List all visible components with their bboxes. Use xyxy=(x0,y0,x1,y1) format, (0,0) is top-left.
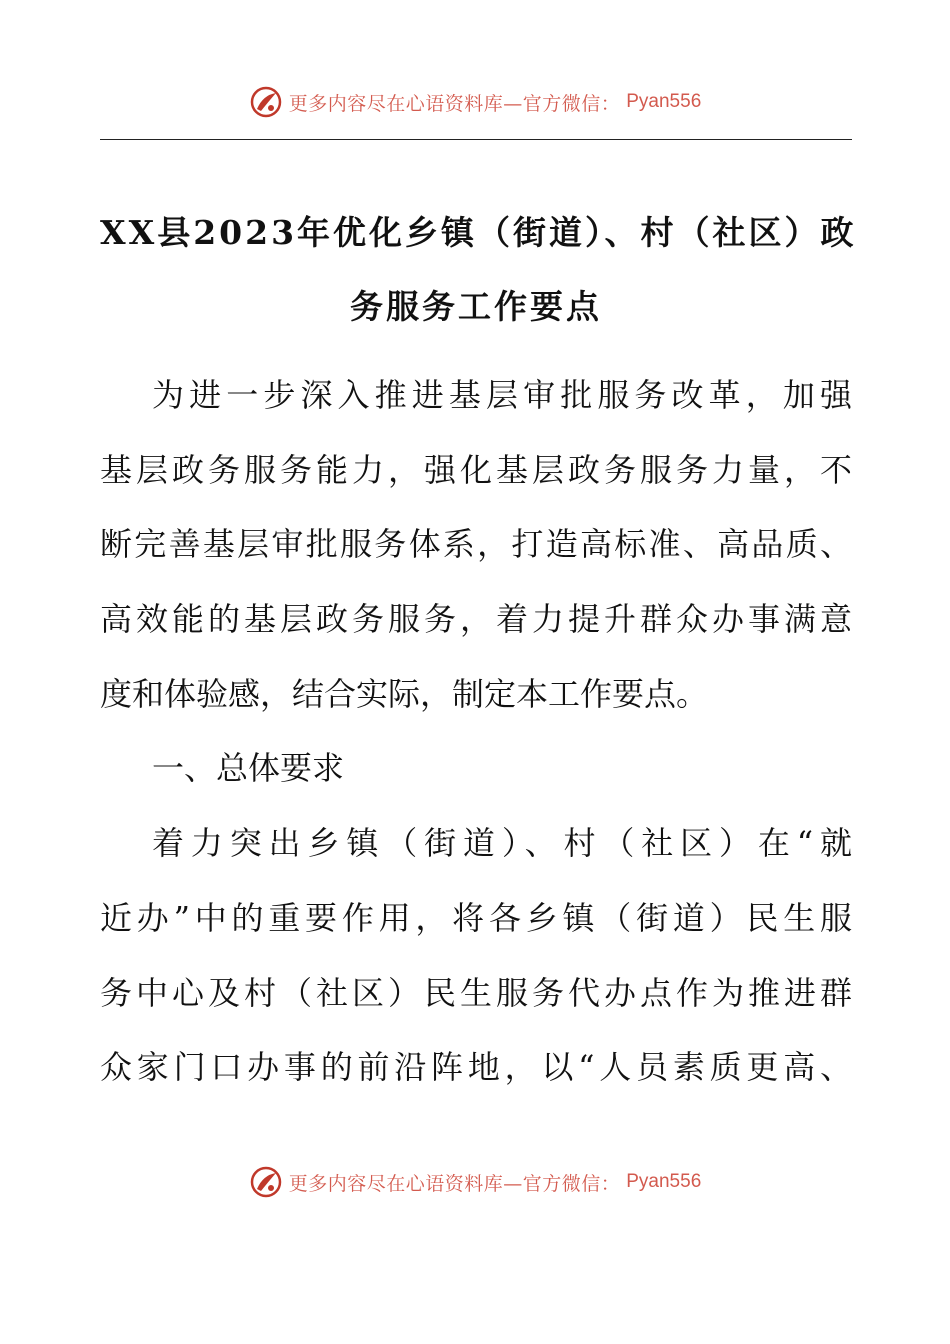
header-banner-code: Pyan556 xyxy=(626,91,702,112)
section-heading: 一、总体要求 xyxy=(152,749,345,788)
body-line: 度和体验感，结合实际，制定本工作要点。 xyxy=(100,674,709,713)
footer-banner xyxy=(0,1162,950,1202)
body-line: 为进一步深入推进基层审批服务改革，加强 xyxy=(152,376,852,414)
footer-banner-text: 更多内容尽在心语资料库—官方微信： xyxy=(288,1172,621,1195)
body-line: 众家门口办事的前沿阵地，以“人员素质更高、 xyxy=(100,1048,852,1087)
body-line: 近办”中的重要作用，将各乡镇（街道）民生服 xyxy=(100,898,852,937)
brand-logo-icon xyxy=(249,1165,283,1199)
body-line: 着力突出乡镇（街道）、村（社区）在“就 xyxy=(152,824,852,863)
footer-banner-code: Pyan556 xyxy=(626,1171,702,1192)
document-title xyxy=(100,196,857,344)
header-banner xyxy=(0,82,950,122)
body-line: 高效能的基层政务服务，着力提升群众办事满意 xyxy=(100,600,852,639)
brand-logo-icon xyxy=(249,85,283,119)
header-divider xyxy=(100,139,852,140)
title-line: XX县2023年优化乡镇（街道）、村（社区）政 xyxy=(100,213,857,252)
document-body xyxy=(100,358,852,1105)
header-banner-text: 更多内容尽在心语资料库—官方微信： xyxy=(288,92,621,115)
title-line: 务服务工作要点 xyxy=(350,287,602,326)
body-line: 务中心及村（社区）民生服务代办点作为推进群 xyxy=(100,973,852,1012)
body-line: 基层政务服务能力，强化基层政务服务力量，不 xyxy=(100,450,852,489)
body-line: 断完善基层审批服务体系，打造高标准、高品质、 xyxy=(100,525,852,564)
